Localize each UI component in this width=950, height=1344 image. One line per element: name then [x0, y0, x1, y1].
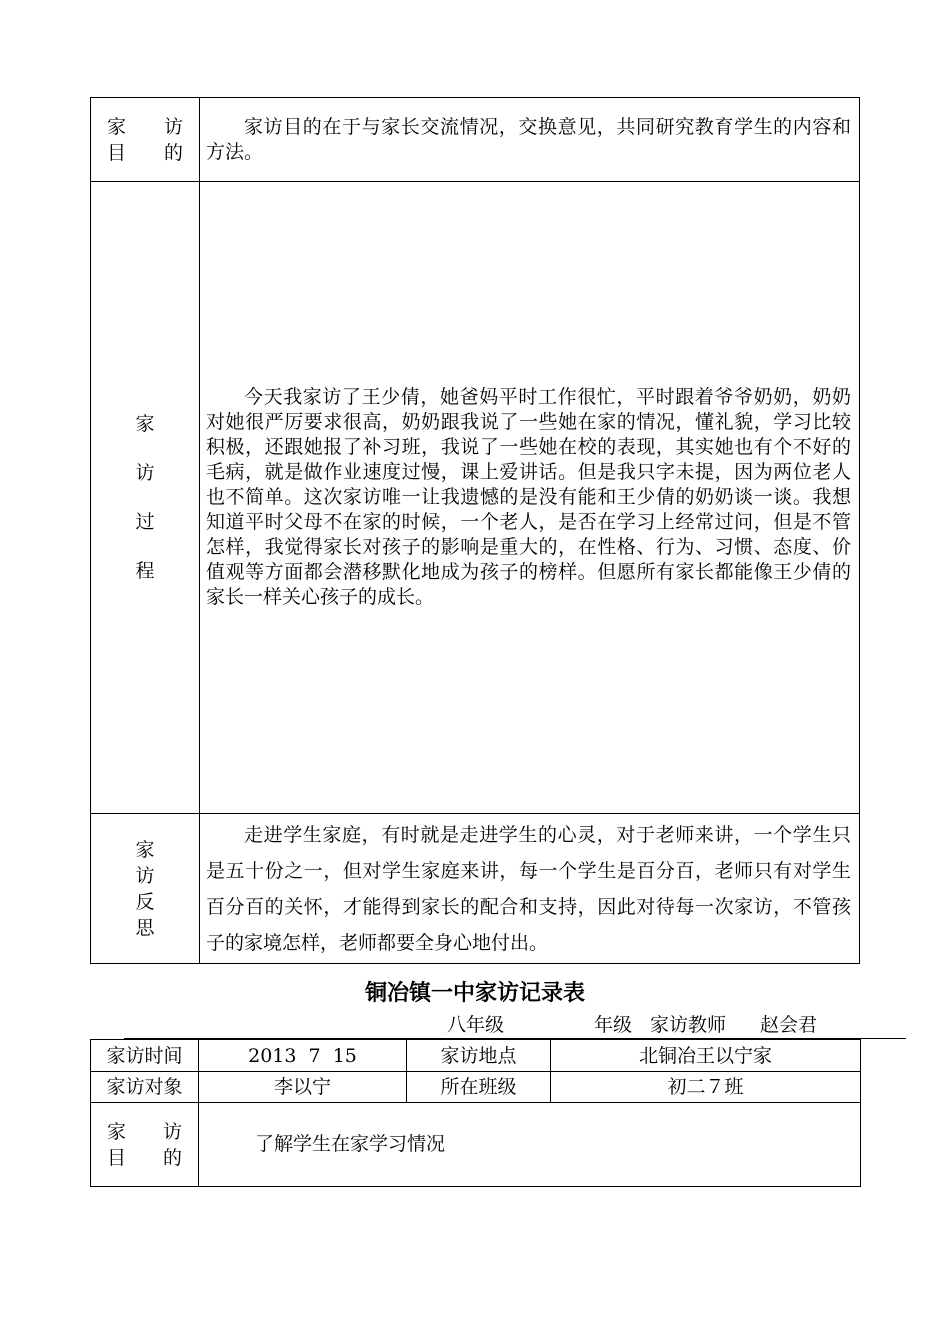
visit-time-label: 家访时间 [91, 1040, 199, 1072]
purpose2-text: 了解学生在家学习情况 [255, 1133, 446, 1155]
reflection-text: 走进学生家庭，有时就是走进学生的心灵，对于老师来讲，一个学生只是五十份之一，但对学生家庭来讲，每一个学生是百分百，老师只有对学生百分百的关怀，才能得到家长的配合和支持，因此对待每一次家访，不管孩子的家境怎样，老师都要全身心地付出。 [206, 823, 851, 954]
visit-record-table [90, 1039, 861, 1187]
visit-place-label: 家访地点 [407, 1040, 551, 1072]
process-text-cell [200, 182, 860, 814]
purpose2-text-cell [199, 1103, 861, 1187]
form-subheader [124, 1012, 906, 1039]
purpose2-label-cell: 家 访 目 的 [91, 1103, 199, 1187]
visit-record-table-continued [90, 97, 860, 964]
teacher-label: 家访教师 [650, 1014, 727, 1036]
class-value: 初二７班 [551, 1072, 861, 1103]
purpose-text-cell [200, 98, 860, 182]
visit-time-value: 2013 7 15 [199, 1040, 407, 1072]
process-label-cell: 家 访 过 程 [91, 182, 200, 814]
reflection-text-cell [200, 814, 860, 964]
process-text: 今天我家访了王少倩，她爸妈平时工作很忙，平时跟着爷爷奶奶，奶奶对她很严厉要求很高，奶奶跟我说了一些她在家的情况，懂礼貌，学习比较积极，还跟她报了补习班，我说了一些她在校的表现，其实她也有个不好的毛病，就是做作业速度过慢，课上爱讲话。但是我只字未提，因为两位老人也不简单。这次家访唯一让我遗憾的是没有能和王少倩的奶奶谈一谈。我想知道平时父母不在家的时候，一个老人，是否在学习上经常过问，但是不管怎样，我觉得家长对孩子的影响是重大的，在性格、行为、习惯、态度、价值观等方面都会潜移默化地成为孩子的榜样。但愿所有家长都能像王少倩的家长一样关心孩子的成长。 [206, 386, 851, 608]
form-title: 铜冶镇一中家访记录表 [364, 981, 585, 1006]
purpose-label-cell: 家 访 目 的 [91, 98, 200, 182]
class-label: 所在班级 [407, 1072, 551, 1103]
reflection-label-cell: 家 访 反 思 [91, 814, 200, 964]
visit-target-value: 李以宁 [199, 1072, 407, 1103]
purpose-text: 家访目的在于与家长交流情况，交换意见，共同研究教育学生的内容和方法。 [206, 115, 851, 163]
visit-place-value: 北铜冶王以宁家 [551, 1040, 861, 1072]
teacher-name: 赵会君 [760, 1014, 818, 1036]
grade-suffix: 年级 [594, 1014, 633, 1036]
visit-target-label: 家访对象 [91, 1072, 199, 1103]
grade-value: 八年级 [447, 1014, 505, 1036]
